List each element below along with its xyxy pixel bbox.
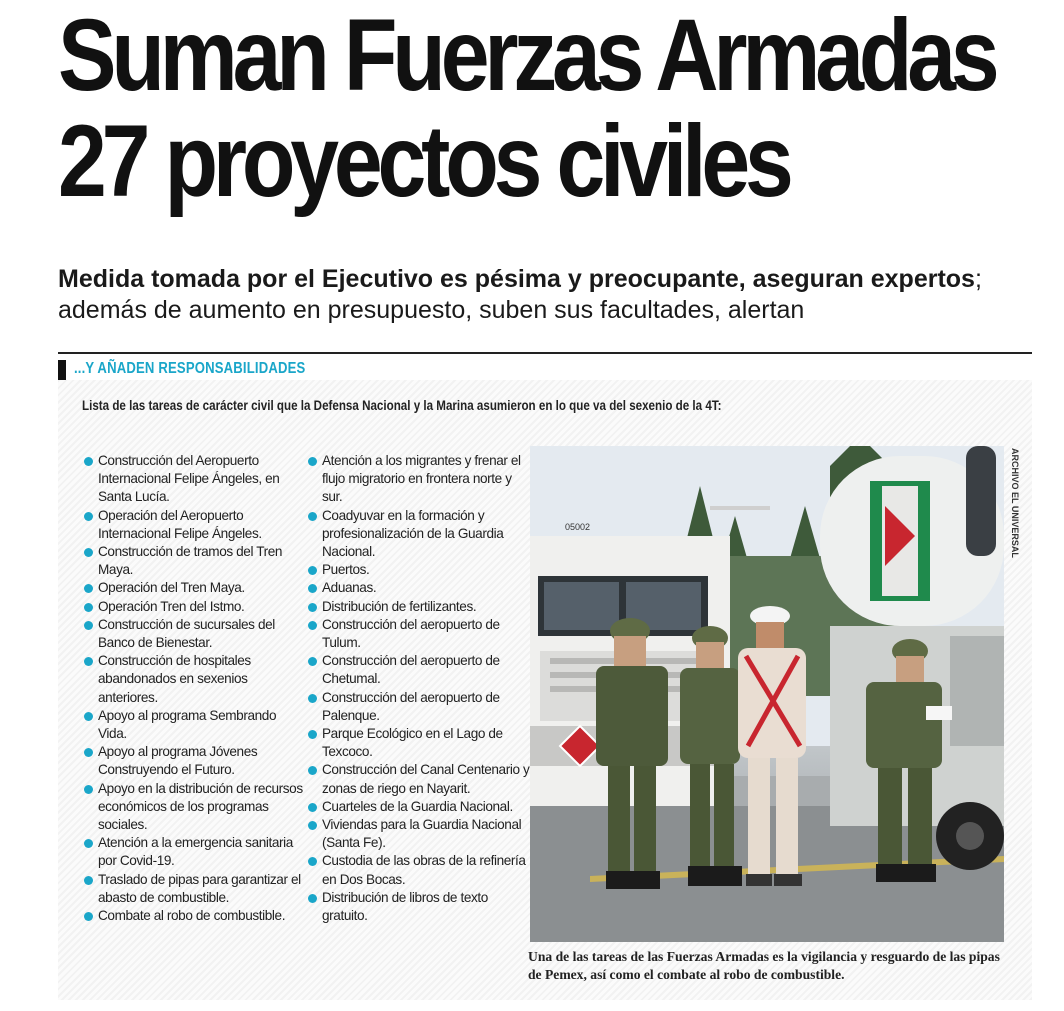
list-item-text: Apoyo en la distribución de recursos económicos de los programas sociales. [98, 780, 303, 833]
bullet-dot-icon [84, 839, 93, 848]
section-marker [58, 360, 66, 382]
bullet-dot-icon [84, 748, 93, 757]
bullet-dot-icon [84, 912, 93, 921]
list-item-text: Combate al robo de combustible. [98, 908, 286, 924]
list-item-text: Atención a los migrantes y frenar el flujo migratorio en frontera norte y sur. [322, 453, 521, 505]
list-item-text: Construcción de tramos del Tren Maya. [98, 544, 283, 578]
list-item [308, 725, 534, 761]
bullet-dot-icon [308, 730, 317, 739]
bullet-dot-icon [84, 603, 93, 612]
headline [58, 0, 995, 218]
list-item-text: Puertos. [322, 562, 370, 578]
photo-credit-text: ARCHIVO EL UNIVERSAL [1010, 448, 1020, 558]
bullet-dot-icon [84, 621, 93, 630]
bullet-dot-icon [308, 621, 317, 630]
bullet-dot-icon [84, 712, 93, 721]
list-item-text: Apoyo al programa Sembrando Vida. [98, 707, 277, 742]
list-item-text: Construcción del Aeropuerto Internacional Felipe Ángeles, en Santa Lucía. [98, 453, 280, 505]
list-item-text: Construcción de hospitales abandonados en sexenios anteriores. [98, 653, 251, 705]
bullet-dot-icon [84, 512, 93, 521]
list-item-text: Construcción de sucursales del Banco de Bienestar. [98, 616, 275, 651]
list-item-text: Cuarteles de la Guardia Nacional. [322, 798, 513, 814]
list-item-text: Traslado de pipas para garantizar el abasto de combustible. [98, 871, 301, 905]
list-item [308, 507, 534, 562]
list-item [308, 816, 534, 852]
list-item-text: Parque Ecológico en el Lago de Texcoco. [322, 726, 503, 760]
section-label: ...Y AÑADEN RESPONSABILIDADES [74, 360, 306, 377]
bullet-dot-icon [308, 803, 317, 812]
list-item-text: Construcción del aeropuerto de Palenque. [322, 689, 500, 723]
bullet-dot-icon [308, 694, 317, 703]
list-item-text: Operación del Aeropuerto Internacional Felipe Ángeles. [98, 507, 262, 541]
list-item [84, 652, 306, 707]
list-item-text: Custodia de las obras de la refinería en Dos Bocas. [322, 853, 526, 887]
subheadline-bold: Medida tomada por el Ejecutivo es pésima y preocupante, aseguran expertos [58, 265, 975, 293]
list-item-text: Construcción del aeropuerto de Chetumal. [322, 653, 500, 687]
list-item [308, 616, 534, 652]
list-item [308, 852, 534, 888]
list-item [308, 561, 534, 579]
info-panel [58, 380, 1032, 1000]
list-item [308, 798, 534, 816]
list-item-text: Apoyo al programa Jóvenes Construyendo el Futuro. [98, 744, 258, 778]
truck-number: 05002 [565, 522, 591, 532]
bullet-dot-icon [308, 457, 317, 466]
list-item [84, 780, 306, 835]
list-item [308, 579, 534, 597]
list-item-text: Construcción del Canal Centenario y zonas de riego en Nayarit. [322, 762, 530, 796]
bullet-dot-icon [308, 603, 317, 612]
list-item-text: Coadyuvar en la formación y profesionalización de la Guardia Nacional. [322, 507, 504, 560]
list-item [84, 871, 306, 907]
news-photo [530, 446, 1004, 942]
bullet-dot-icon [308, 857, 317, 866]
list-item [308, 761, 534, 797]
list-item [308, 452, 534, 507]
list-item [308, 652, 534, 688]
list-item-text: Operación del Tren Maya. [98, 580, 245, 596]
section-header [58, 352, 1032, 382]
bullet-dot-icon [84, 457, 93, 466]
task-list-column-2 [308, 452, 534, 925]
bullet-dot-icon [308, 766, 317, 775]
bullet-dot-icon [84, 548, 93, 557]
list-item [308, 598, 534, 616]
list-item [84, 907, 306, 925]
list-item [84, 834, 306, 870]
bullet-dot-icon [84, 657, 93, 666]
list-item [84, 579, 306, 597]
bullet-dot-icon [84, 785, 93, 794]
list-item-text: Viviendas para la Guardia Nacional (Santa Fe). [322, 817, 522, 851]
list-item [84, 616, 306, 652]
list-item [84, 543, 306, 579]
bullet-dot-icon [308, 821, 317, 830]
list-item [84, 507, 306, 543]
task-list-column-1 [84, 452, 306, 925]
list-item [84, 743, 306, 779]
bullet-dot-icon [308, 512, 317, 521]
photo-credit [1008, 448, 1022, 588]
list-item [308, 889, 534, 925]
list-item [84, 598, 306, 616]
bullet-dot-icon [308, 657, 317, 666]
subheadline [58, 264, 1048, 326]
bullet-dot-icon [308, 566, 317, 575]
headline-line-2: 27 proyectos civiles [58, 104, 789, 218]
list-item [84, 452, 306, 507]
bullet-dot-icon [308, 584, 317, 593]
subheadline-regular: ; además de aumento en presupuesto, suben sus facultades, alertan [58, 265, 982, 324]
list-item-text: Distribución de fertilizantes. [322, 598, 477, 614]
list-item-text: Operación Tren del Istmo. [98, 598, 245, 614]
headline-line-1: Suman Fuerzas Armadas [58, 0, 995, 112]
list-item-text: Construcción del aeropuerto de Tulum. [322, 616, 500, 651]
list-item-text: Atención a la emergencia sanitaria por Covid-19. [98, 835, 293, 869]
bullet-dot-icon [84, 876, 93, 885]
photo-caption: Una de las tareas de las Fuerzas Armadas es la vigilancia y resguardo de las pipas de Pemex, así como el combate al robo de combustible. [528, 949, 1000, 982]
bullet-dot-icon [308, 894, 317, 903]
list-intro: Lista de las tareas de carácter civil que la Defensa Nacional y la Marina asumieron en lo que va del sexenio de la 4T: [82, 398, 722, 413]
bullet-dot-icon [84, 584, 93, 593]
list-item-text: Aduanas. [322, 580, 377, 596]
list-item [84, 707, 306, 743]
list-item-text: Distribución de libros de texto gratuito. [322, 889, 488, 924]
list-item [308, 689, 534, 725]
